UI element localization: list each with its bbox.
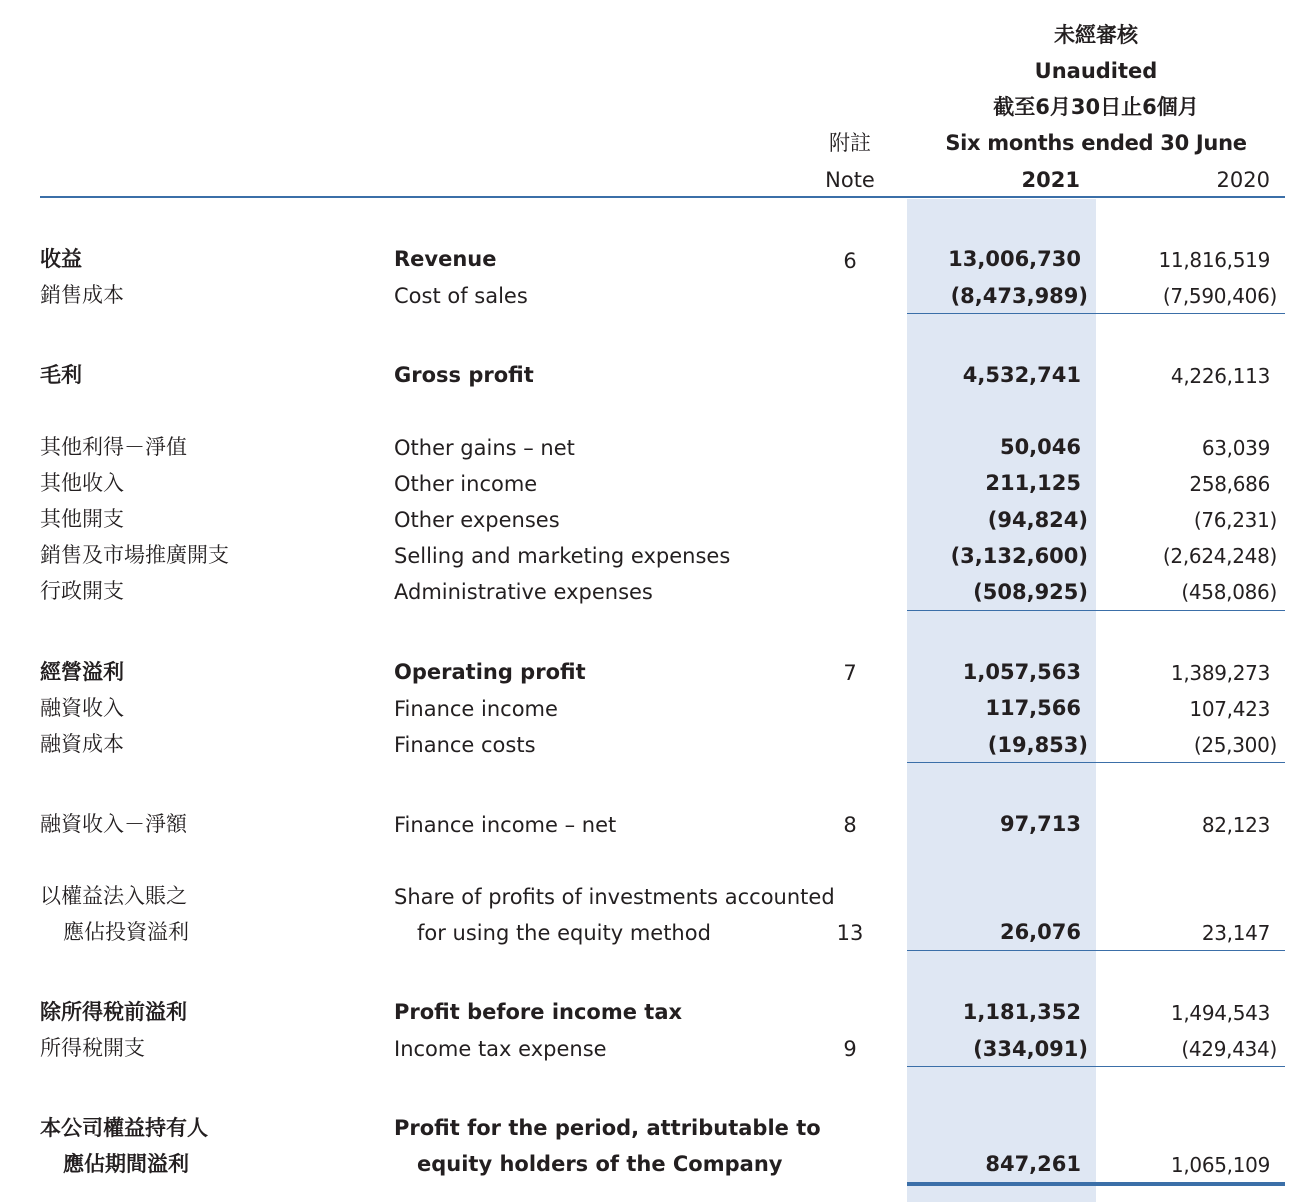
- subtotal-rule: [907, 1066, 1285, 1067]
- row-label-zh: 融資收入: [40, 696, 124, 720]
- row-label-zh: 其他利得－淨值: [40, 435, 187, 459]
- row-value-prior: (458,086): [1181, 580, 1277, 604]
- row-value-current: 13,006,730: [948, 247, 1081, 271]
- row-label-en: Selling and marketing expenses: [394, 544, 731, 568]
- row-value-current: (508,925): [973, 580, 1088, 604]
- row-label-zh: 銷售及市場推廣開支: [40, 543, 229, 567]
- row-note: 8: [843, 813, 857, 837]
- row-value-current: 211,125: [985, 471, 1081, 495]
- row-label-zh: 經營溢利: [40, 660, 124, 684]
- row-label-zh: 其他開支: [40, 507, 124, 531]
- row-label-en: Operating profit: [394, 660, 586, 684]
- header-rule: [40, 196, 1285, 198]
- row-value-current: 1,057,563: [962, 660, 1081, 684]
- row-label-en: Finance income – net: [394, 813, 617, 837]
- row-label-en: Revenue: [394, 247, 497, 271]
- row-value-prior: (25,300): [1193, 733, 1277, 757]
- year-current-heading: 2021: [1021, 168, 1080, 192]
- row-label-zh: 本公司權益持有人: [40, 1116, 208, 1140]
- row-value-current: (94,824): [987, 508, 1088, 532]
- row-value-prior: (429,434): [1181, 1037, 1277, 1061]
- row-value-prior: 82,123: [1201, 813, 1270, 837]
- row-value-current: (19,853): [987, 733, 1088, 757]
- row-value-current: (8,473,989): [950, 284, 1088, 308]
- row-label-zh: 毛利: [40, 363, 82, 387]
- row-note: 9: [843, 1037, 857, 1061]
- row-note: 7: [843, 661, 857, 685]
- row-label-en: Finance costs: [394, 733, 536, 757]
- row-label-en-continued: for using the equity method: [417, 921, 711, 945]
- row-value-prior: 1,494,543: [1170, 1001, 1270, 1025]
- row-label-en: Profit before income tax: [394, 1000, 683, 1024]
- row-label-en: Income tax expense: [394, 1037, 607, 1061]
- row-label-en: Cost of sales: [394, 284, 528, 308]
- row-value-prior: (2,624,248): [1162, 544, 1277, 568]
- row-value-current: 4,532,741: [962, 363, 1081, 387]
- row-label-zh: 銷售成本: [40, 283, 124, 307]
- row-label-zh: 除所得稅前溢利: [40, 1000, 187, 1024]
- row-label-en: Gross profit: [394, 363, 534, 387]
- row-label-zh: 融資成本: [40, 732, 124, 756]
- row-value-prior: (76,231): [1193, 508, 1277, 532]
- row-value-current: 97,713: [999, 812, 1081, 836]
- note-en-heading: Note: [825, 168, 875, 192]
- note-zh-heading: 附註: [829, 131, 871, 155]
- total-double-rule: [907, 1182, 1285, 1186]
- row-label-zh: 所得稅開支: [40, 1036, 145, 1060]
- row-value-current: 1,181,352: [962, 1000, 1081, 1024]
- row-label-zh-continued: 應佔投資溢利: [63, 920, 189, 944]
- row-note: 13: [836, 921, 864, 945]
- row-label-en: Share of profits of investments accounted: [394, 885, 835, 909]
- row-value-current: 50,046: [999, 435, 1081, 459]
- row-value-prior: 23,147: [1201, 921, 1270, 945]
- row-value-prior: 4,226,113: [1170, 364, 1270, 388]
- row-value-prior: (7,590,406): [1162, 284, 1277, 308]
- row-note: 6: [843, 249, 857, 273]
- subtotal-rule: [907, 950, 1285, 951]
- row-value-current: (3,132,600): [950, 544, 1088, 568]
- row-label-zh: 以權益法入賬之: [40, 884, 187, 908]
- row-label-en: Other income: [394, 472, 538, 496]
- row-label-zh: 融資收入－淨額: [40, 812, 187, 836]
- row-value-prior: 11,816,519: [1158, 248, 1270, 272]
- row-label-zh: 行政開支: [40, 579, 124, 603]
- row-value-current: 26,076: [999, 920, 1081, 944]
- period-en-heading: Six months ended 30 June: [945, 131, 1247, 155]
- row-value-current: 117,566: [985, 696, 1081, 720]
- row-value-current: 847,261: [985, 1152, 1081, 1176]
- period-zh-heading: 截至6月30日止6個月: [993, 95, 1199, 119]
- row-value-prior: 258,686: [1189, 472, 1270, 496]
- row-label-en: Other gains – net: [394, 436, 575, 460]
- subtotal-rule: [907, 610, 1285, 611]
- row-label-en: Other expenses: [394, 508, 560, 532]
- row-label-zh: 其他收入: [40, 471, 124, 495]
- row-value-current: (334,091): [973, 1037, 1088, 1061]
- unaudited-zh-heading: 未經審核: [1054, 23, 1138, 47]
- row-value-prior: 1,389,273: [1170, 661, 1270, 685]
- row-value-prior: 107,423: [1189, 697, 1270, 721]
- row-value-prior: 1,065,109: [1170, 1153, 1270, 1177]
- row-label-en: Profit for the period, attributable to: [394, 1116, 821, 1140]
- row-label-en: Finance income: [394, 697, 558, 721]
- year-prior-heading: 2020: [1216, 168, 1270, 192]
- row-label-zh: 收益: [40, 247, 82, 271]
- subtotal-rule: [907, 313, 1285, 314]
- row-value-prior: 63,039: [1201, 436, 1270, 460]
- row-label-en: Administrative expenses: [394, 580, 653, 604]
- subtotal-rule: [907, 762, 1285, 763]
- unaudited-en-heading: Unaudited: [1034, 59, 1158, 83]
- row-label-zh-continued: 應佔期間溢利: [63, 1152, 189, 1176]
- row-label-en-continued: equity holders of the Company: [417, 1152, 783, 1176]
